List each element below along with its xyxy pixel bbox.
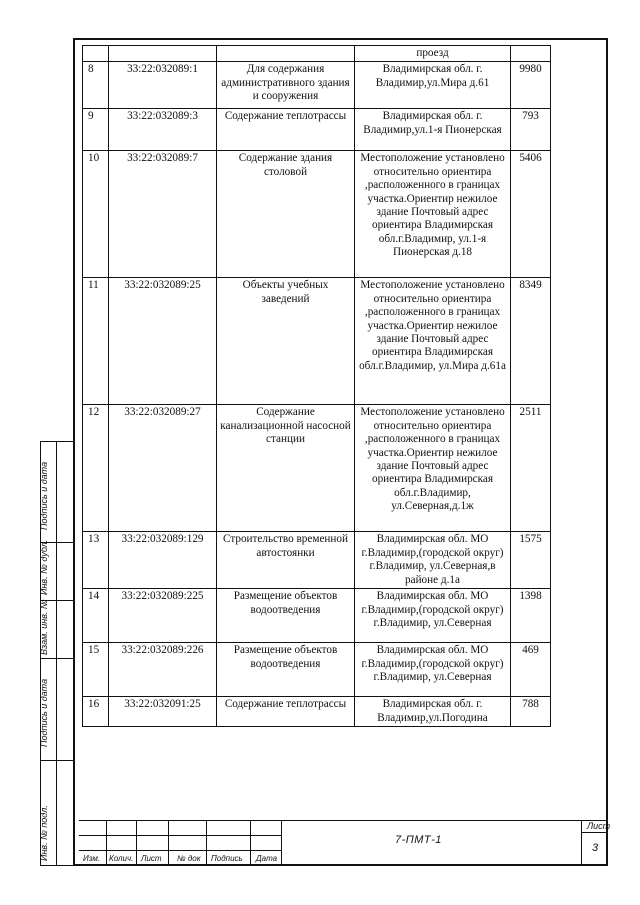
row-number: 11 [83, 278, 109, 405]
sheet-number: 3 [592, 842, 599, 854]
side-label-sign-date-1: Подпись и дата [39, 461, 49, 530]
cadastral-number: 33:22:032089:25 [109, 278, 217, 405]
side-label-sign-date-2: Подпись и дата [39, 678, 49, 747]
parcel-location: Владимирская обл. МО г.Владимир,(городской округ) г.Владимир, ул.Северная [355, 589, 511, 643]
parcel-location: Местоположение установлено относительно ориентира ,расположенного в границах участка.Ориентир нежилое здание Почтовый адрес ориентира Владимирская обл.г.Владимир, ул.1-я Пионерская д.18 [355, 151, 511, 278]
document-code: 7-ПМТ-1 [395, 834, 442, 846]
parcel-area: 9980 [511, 62, 551, 109]
parcel-table [82, 45, 551, 727]
row-number: 15 [83, 643, 109, 697]
cadastral-number: 33:22:032089:225 [109, 589, 217, 643]
cadastral-number: 33:22:032089:7 [109, 151, 217, 278]
row-number: 10 [83, 151, 109, 278]
title-block [79, 820, 611, 866]
row-number: 13 [83, 532, 109, 589]
row-number [83, 46, 109, 62]
cadastral-number [109, 46, 217, 62]
land-use-purpose: Строительство временной автостоянки [217, 532, 355, 589]
parcel-area: 1575 [511, 532, 551, 589]
land-use-purpose: Содержание здания столовой [217, 151, 355, 278]
table-row [83, 151, 551, 278]
table-row [83, 589, 551, 643]
parcel-area: 788 [511, 697, 551, 727]
table-row [83, 46, 551, 62]
parcel-location: Владимирская обл. МО г.Владимир,(городской округ) г.Владимир, ул.Северная,в районе д.1а [355, 532, 511, 589]
row-number: 9 [83, 109, 109, 151]
cadastral-number: 33:22:032089:1 [109, 62, 217, 109]
parcel-location: проезд [355, 46, 511, 62]
side-cell-sign-date-1 [41, 442, 73, 543]
tb-label-kol-uch: Колич. [109, 854, 134, 863]
side-cell-inv-dubl [39, 539, 73, 601]
parcel-area: 793 [511, 109, 551, 151]
table-row [83, 405, 551, 532]
table-row [83, 109, 551, 151]
side-label-inv-dubl: Инв. № дубл. [39, 539, 49, 595]
tb-label-izm: Изм. [83, 854, 101, 863]
parcel-location: Владимирская обл. г. Владимир,ул.Погодина [355, 697, 511, 727]
table-row [83, 278, 551, 405]
row-number: 8 [83, 62, 109, 109]
table-row [83, 532, 551, 589]
land-use-purpose: Содержание теплотрассы [217, 697, 355, 727]
side-cell-vzam-inv [41, 601, 73, 659]
row-number: 12 [83, 405, 109, 532]
parcel-location: Владимирская обл. г. Владимир,ул.Мира д.61 [355, 62, 511, 109]
land-use-purpose: Содержание теплотрассы [217, 109, 355, 151]
land-use-purpose: Для содержания административного здания и сооружения [217, 62, 355, 109]
parcel-location: Местоположение установлено относительно ориентира ,расположенного в границах участка.Ориентир нежилое здание Почтовый адрес ориентира Владимирская обл.г.Владимир, ул.Мира д.61а [355, 278, 511, 405]
parcel-area: 1398 [511, 589, 551, 643]
side-cell-inv-podl [41, 761, 73, 867]
row-number: 14 [83, 589, 109, 643]
land-use-purpose: Объекты учебных заведений [217, 278, 355, 405]
parcel-location: Владимирская обл. МО г.Владимир,(городской округ) г.Владимир, ул.Северная [355, 643, 511, 697]
cadastral-number: 33:22:032089:3 [109, 109, 217, 151]
land-use-purpose [217, 46, 355, 62]
parcel-area: 2511 [511, 405, 551, 532]
cadastral-number: 33:22:032089:129 [109, 532, 217, 589]
parcel-area: 5406 [511, 151, 551, 278]
side-label-inv-podl: Инв. № подл. [39, 805, 49, 861]
tb-label-data: Дата [256, 854, 278, 863]
row-number: 16 [83, 697, 109, 727]
tb-label-podpis: Подпись [211, 854, 243, 863]
parcel-area [511, 46, 551, 62]
table-row [83, 62, 551, 109]
sheet-label: Лист [587, 821, 611, 831]
cadastral-number: 33:22:032089:226 [109, 643, 217, 697]
cadastral-number: 33:22:032089:27 [109, 405, 217, 532]
parcel-location: Местоположение установлено относительно ориентира ,расположенного в границах участка.Ориентир нежилое здание Почтовый адрес ориентира Владимирская обл.г.Владимир, ул.Северная,д.1ж [355, 405, 511, 532]
parcel-area: 469 [511, 643, 551, 697]
side-label-vzam-inv: Взам. инв. № [39, 599, 49, 655]
parcel-area: 8349 [511, 278, 551, 405]
parcel-location: Владимирская обл. г. Владимир,ул.1-я Пионерская [355, 109, 511, 151]
land-use-purpose: Содержание канализационной насосной станции [217, 405, 355, 532]
tb-label-doc-num: № док [177, 854, 201, 863]
table-row [83, 643, 551, 697]
side-stamp [40, 441, 73, 866]
table-row [83, 697, 551, 727]
tb-label-list: Лист [141, 854, 162, 863]
cadastral-number: 33:22:032091:25 [109, 697, 217, 727]
land-use-purpose: Размещение объектов водоотведения [217, 589, 355, 643]
side-cell-sign-date-2 [41, 659, 73, 761]
land-use-purpose: Размещение объектов водоотведения [217, 643, 355, 697]
